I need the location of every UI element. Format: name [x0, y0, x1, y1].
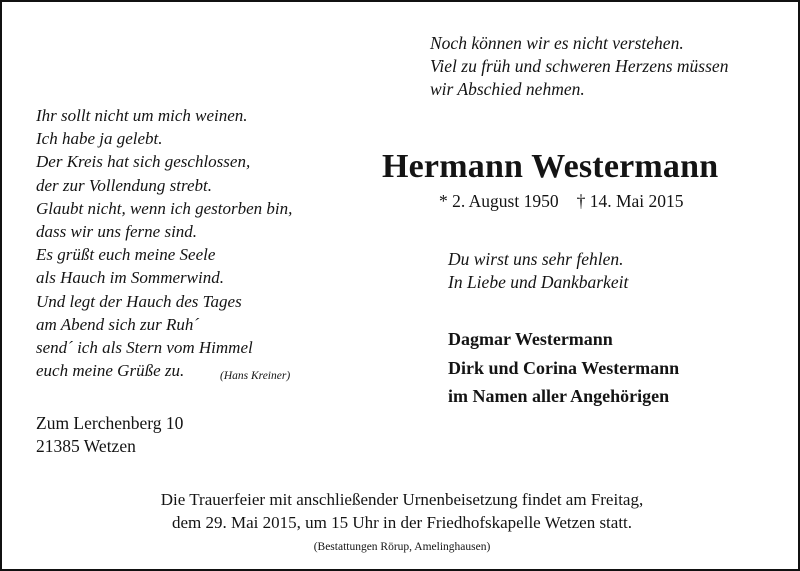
funeral-info — [2, 488, 800, 534]
top-quote — [430, 32, 728, 101]
undertaker-credit: (Bestattungen Rörup, Amelinghausen) — [313, 541, 491, 553]
poem-line: euch meine Grüße zu. — [36, 361, 185, 381]
address-city: 21385 Wetzen — [36, 436, 136, 456]
signer-line: Dirk und Corina Westermann — [448, 357, 680, 378]
poem-line: Und legt der Hauch des Tages — [36, 291, 242, 311]
poem-line: Der Kreis hat sich geschlossen, — [36, 152, 251, 172]
quote-line: Viel zu früh und schweren Herzens müssen — [430, 56, 729, 76]
farewell-message — [448, 248, 628, 294]
signer-line: im Namen aller Angehörigen — [448, 386, 670, 406]
poem — [36, 104, 292, 382]
signer-line: Dagmar Westermann — [448, 329, 613, 349]
farewell-line: Du wirst uns sehr fehlen. — [448, 249, 624, 269]
poem-line: send´ ich als Stern vom Himmel — [36, 338, 253, 358]
farewell-line: In Liebe und Dankbarkeit — [448, 272, 629, 292]
funeral-line: dem 29. Mai 2015, um 15 Uhr in der Friedhofskapelle Wetzen statt. — [171, 513, 633, 532]
poem-line: dass wir uns ferne sind. — [36, 222, 198, 242]
poem-line: am Abend sich zur Ruh´ — [36, 314, 200, 334]
address-street: Zum Lerchenberg 10 — [36, 413, 184, 433]
life-dates — [439, 191, 684, 212]
death-date: † 14. Mai 2015 — [576, 191, 684, 211]
birth-date: * 2. August 1950 — [439, 191, 559, 211]
poem-line: Es grüßt euch meine Seele — [36, 245, 216, 265]
poem-line: als Hauch im Sommerwind. — [36, 268, 224, 288]
deceased-name: Hermann Westermann — [382, 148, 719, 185]
poem-line: der zur Vollendung strebt. — [36, 175, 212, 195]
funeral-line: Die Trauerfeier mit anschließender Urnenbeisetzung findet am Freitag, — [160, 490, 644, 509]
address — [36, 412, 183, 458]
poem-line: Ihr sollt nicht um mich weinen. — [36, 106, 248, 125]
poem-author: (Hans Kreiner) — [220, 370, 291, 382]
quote-line: wir Abschied nehmen. — [430, 79, 585, 99]
signers — [448, 325, 679, 411]
poem-line: Ich habe ja gelebt. — [36, 129, 163, 149]
quote-line: Noch können wir es nicht verstehen. — [430, 33, 684, 53]
poem-line: Glaubt nicht, wenn ich gestorben bin, — [36, 198, 293, 218]
